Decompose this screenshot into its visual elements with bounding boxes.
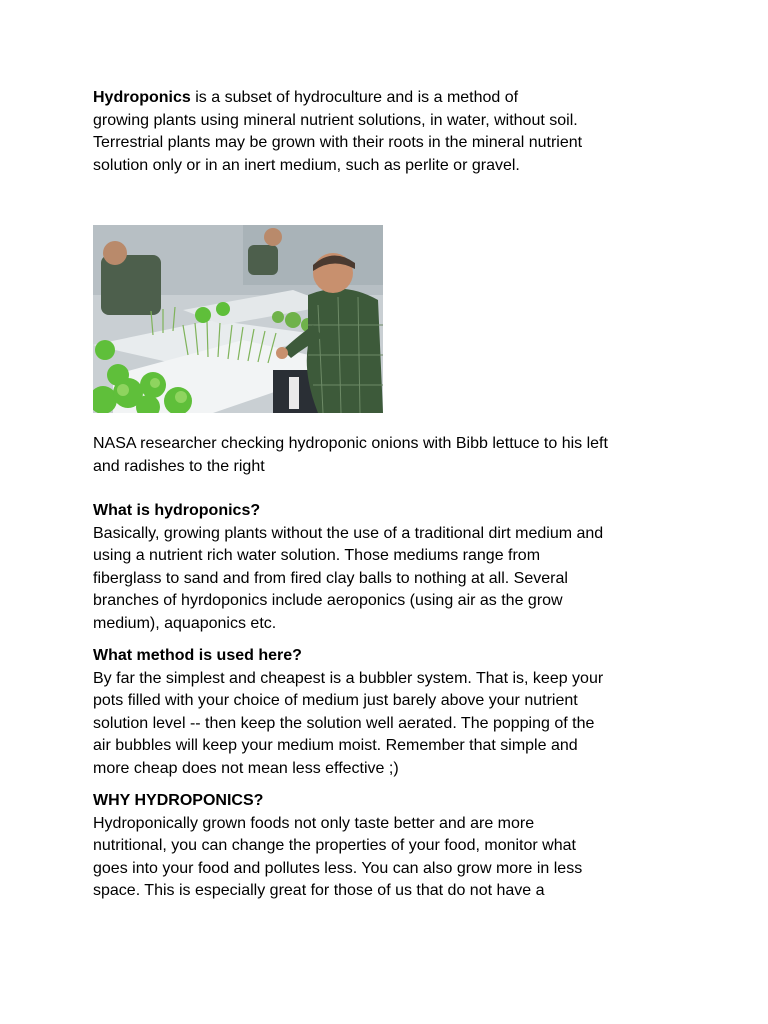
document-page <box>93 87 683 903</box>
section-what-is-hydroponics <box>93 500 683 635</box>
section-line: branches of hyrdoponics include aeroponics (using air as the grow <box>93 592 563 609</box>
section-line: nutritional, you can change the properties of your food, monitor what <box>93 837 576 854</box>
intro-line-2: growing plants using mineral nutrient solutions, in water, without soil. <box>93 111 578 129</box>
section-line: Hydroponically grown foods not only taste better and are more <box>93 814 535 832</box>
section-line: Basically, growing plants without the use of a traditional dirt medium and <box>93 524 604 542</box>
section-line: By far the simplest and cheapest is a bubbler system. That is, keep your <box>93 669 604 687</box>
section-heading: WHY HYDROPONICS? <box>93 792 264 809</box>
section-heading: What is hydroponics? <box>93 502 261 519</box>
section-line: using a nutrient rich water solution. Those mediums range from <box>93 547 541 564</box>
intro-line-4: solution only or in an inert medium, such as perlite or gravel. <box>93 156 520 174</box>
intro-line-1-rest: is a subset of hydroculture and is a method of <box>190 89 519 106</box>
section-line: air bubbles will keep your medium moist. Remember that simple and <box>93 737 578 754</box>
intro-paragraph <box>93 87 683 177</box>
researcher-photo <box>93 225 383 413</box>
section-line: pots filled with your choice of medium just barely above your nutrient <box>93 692 578 709</box>
section-heading: What method is used here? <box>93 647 302 664</box>
section-why-hydroponics <box>93 790 683 903</box>
section-line: goes into your food and pollutes less. You can also grow more in less <box>93 859 583 877</box>
section-method-used <box>93 645 683 780</box>
intro-line-1 <box>93 87 683 110</box>
photo-caption <box>93 433 683 478</box>
section-line: space. This is especially great for those of us that do not have a <box>93 882 545 899</box>
section-line: more cheap does not mean less effective ;) <box>93 759 399 777</box>
researcher-photo-illustration <box>93 225 383 413</box>
intro-line-3: Terrestrial plants may be grown with their roots in the mineral nutrient <box>93 134 583 151</box>
caption-line-2: and radishes to the right <box>93 457 265 475</box>
section-line: solution level -- then keep the solution well aerated. The popping of the <box>93 714 595 732</box>
caption-line-1: NASA researcher checking hydroponic onions with Bibb lettuce to his left <box>93 435 608 452</box>
section-line: medium), aquaponics etc. <box>93 614 277 632</box>
section-line: fiberglass to sand and from fired clay balls to nothing at all. Several <box>93 569 568 587</box>
intro-term: Hydroponics <box>93 89 191 106</box>
